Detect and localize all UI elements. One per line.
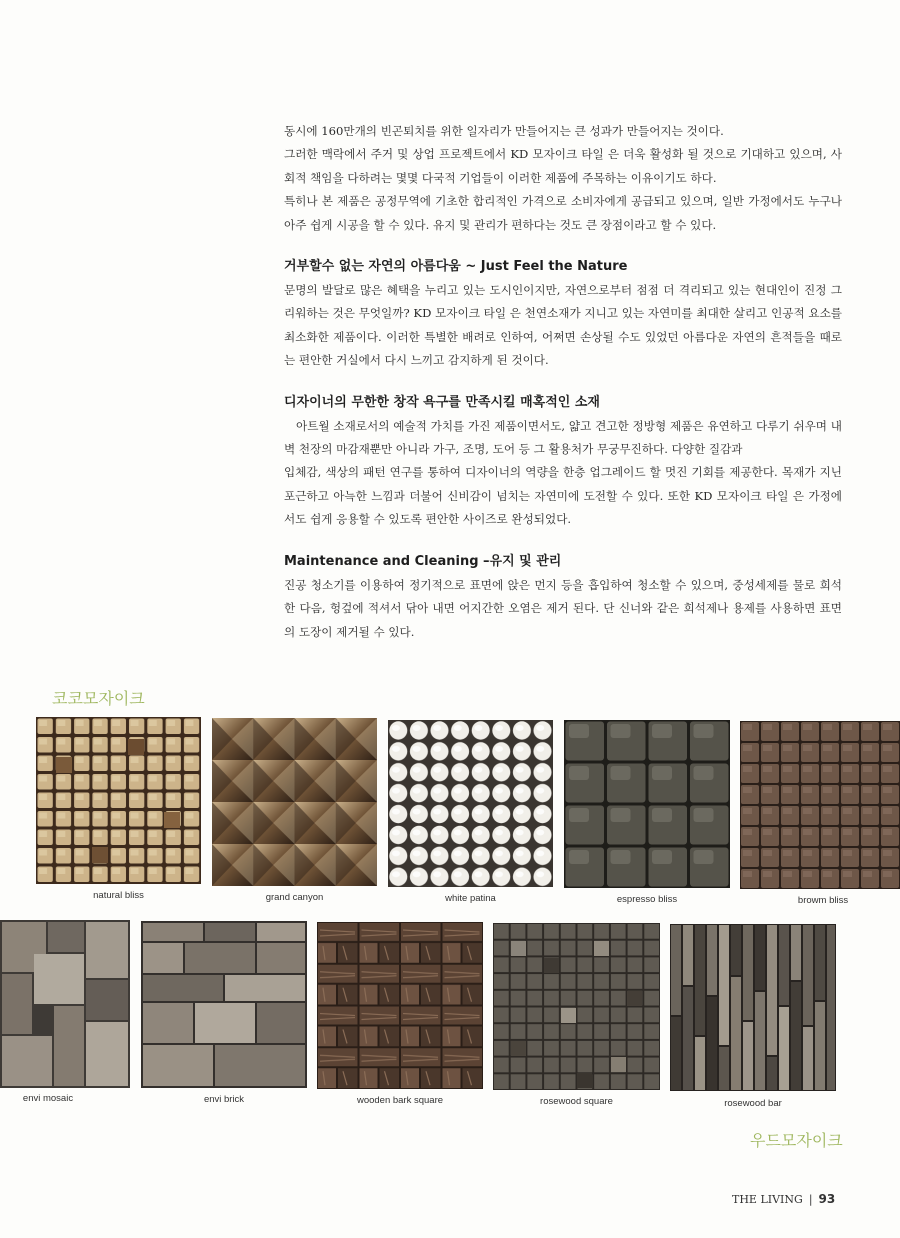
tile-envi-brick	[141, 921, 307, 1088]
article-body	[284, 120, 842, 644]
section-paragraph-designer-2: 입체감, 색상의 패턴 연구를 통하여 디자이너의 역량을 한층 업그레이드 할 멋진 기회를 제공한다. 목재가 지닌 포근하고 아늑한 느낌과 더불어 신비감이 넘치는 자연미에 도전할 수 있다. 또한 KD 모자이크 타일 은 가정에서도 쉽게 응용할 수 있도록 편안한 사이즈로 완성되었다.	[284, 465, 842, 527]
page-footer	[732, 1192, 835, 1206]
caption-rosewood-bar: rosewood bar	[724, 1098, 782, 1109]
section-title-nature: 거부할수 없는 자연의 아름다움 ~ Just Feel the Nature	[284, 259, 628, 275]
coco-tile-white-patina-image	[388, 720, 553, 887]
wood-mosaic-label: 우드모자이크	[750, 1131, 843, 1150]
tile-grand-canyon	[212, 718, 377, 886]
caption-envi-mosaic: envi mosaic	[22, 1093, 74, 1104]
wood-tile-rosewood-square-image	[493, 923, 660, 1090]
coco-tile-natural-bliss-image	[36, 717, 201, 884]
section-paragraph-maintenance: 진공 청소기를 이용하여 정기적으로 표면에 앉은 먼지 등을 흡입하여 청소할 수 있으며, 중성세제를 물로 희석한 다음, 헝겊에 적셔서 닦아 내면 어지간한 오염은 제거 된다. 단 신너와 같은 희석제나 용제를 사용하면 표면의 도장이 제거될 수 있다.	[284, 577, 842, 639]
caption-browm-bliss: browm bliss	[797, 895, 849, 906]
intro-paragraph-3: 특히나 본 제품은 공정무역에 기초한 합리적인 가격으로 소비자에게 공급되고 있으며, 일반 가정에서도 누구나 아주 쉽게 시공을 할 수 있다. 유지 및 관리가 편하다는 것도 큰 장점이라고 할 수 있다.	[284, 194, 842, 232]
section-paragraph-nature: 문명의 발달로 많은 혜택을 누리고 있는 도시인이지만, 자연으로부터 점점 더 격리되고 있는 현대인이 진정 그리워하는 것은 무엇일까? KD 모자이크 타일 은 천연소재가 지니고 있는 자연미를 최대한 살리고 인공적 요소를 최소화한 제품이다. 이러한 특별한 배려로 인하여, 어쩌면 손상될 수도 있었던 아름다운 자연의 흔적들을 때로는 편안한 거실에서 다시 느끼고 감지하게 된 것이다.	[284, 283, 842, 368]
caption-wooden-bark-square: wooden bark square	[356, 1095, 444, 1106]
tile-browm-bliss	[740, 721, 900, 889]
coco-tile-grand-canyon-image	[212, 718, 377, 886]
tile-espresso-bliss	[564, 720, 730, 888]
footer-separator: |	[808, 1193, 813, 1206]
wood-tile-envi-brick-image	[141, 921, 307, 1088]
wood-tile-envi-mosaic-image	[0, 920, 130, 1088]
caption-grand-canyon: grand canyon	[265, 892, 324, 903]
caption-espresso-bliss: espresso bliss	[616, 894, 678, 905]
tile-envi-mosaic	[0, 920, 130, 1088]
caption-rosewood-square: rosewood square	[540, 1096, 613, 1107]
caption-envi-brick: envi brick	[203, 1094, 245, 1105]
caption-natural-bliss: natural bliss	[93, 890, 144, 901]
section-title-designer: 디자이너의 무한한 창작 욕구를 만족시킬 매혹적인 소재	[284, 394, 600, 410]
caption-white-patina: white patina	[445, 893, 496, 904]
intro-paragraph-1: 동시에 160만개의 빈곤퇴치를 위한 일자리가 만들어지는 큰 성과가 만들어지는 것이다.	[284, 124, 724, 138]
coco-tile-espresso-bliss-image	[564, 720, 730, 888]
coco-tile-browm-bliss-image	[740, 721, 900, 889]
tile-rosewood-square	[493, 923, 660, 1090]
magazine-name: THE LIVING	[732, 1193, 803, 1206]
tile-wooden-bark-square	[317, 922, 483, 1089]
wood-tile-wooden-bark-square-image	[317, 922, 483, 1089]
coco-mosaic-label: 코코모자이크	[52, 689, 145, 708]
tile-white-patina	[388, 720, 553, 887]
intro-paragraph-2: 그러한 맥락에서 주거 및 상업 프로젝트에서 KD 모자이크 타일 은 더욱 활성화 될 것으로 기대하고 있으며, 사회적 책임을 다하려는 몇몇 다국적 기업들이 이러한 제품에 주목하는 이유이기도 하다.	[284, 147, 842, 185]
section-title-maintenance: Maintenance and Cleaning –유지 및 관리	[284, 553, 562, 569]
tile-rosewood-bar	[670, 924, 836, 1091]
tile-natural-bliss	[36, 717, 201, 884]
section-paragraph-designer-1: 아트월 소재로서의 예술적 가치를 가진 제품이면서도, 얇고 견고한 정방형 제품은 유연하고 다루기 쉬우며 내벽 천장의 마감재뿐만 아니라 가구, 조명, 도어 등 그 활용처가 무궁무진하다. 다양한 질감과	[284, 418, 842, 457]
wood-tile-rosewood-bar-image	[670, 924, 836, 1091]
page-number: 93	[818, 1192, 836, 1206]
